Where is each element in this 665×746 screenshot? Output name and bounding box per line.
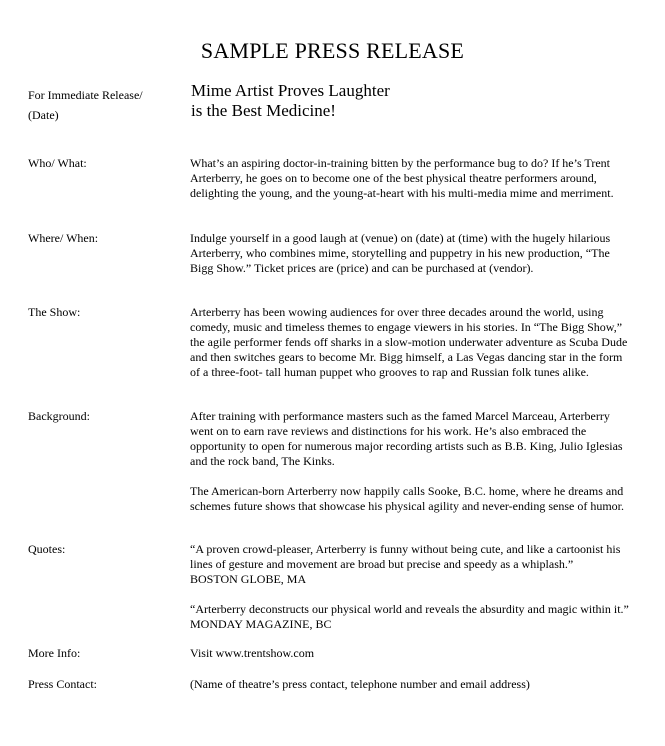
page-title: SAMPLE PRESS RELEASE: [200, 38, 465, 63]
press-contact-section: [190, 677, 635, 692]
the-show-text: Arterberry has been wowing audiences for over three decades around the world, using comedy, music and timeless themes to engage viewers in his stories. In “The Bigg Show,” the agile performer fends off sharks in a slow-motion underwater adventure as Scuba Dude and then switches gears to become Mr. Bigg himself, a Las Vegas dancing star in the form of a three-foot- tall human puppet who grooves to rap and Russian folk tunes alike.: [190, 305, 628, 379]
where-when-text: Indulge yourself in a good laugh at (venue) on (date) at (time) with the hugely hilarious Arterberry, who combines mime, storytelling and puppetry in his new production, “The Bigg Show.” Ticket prices are (price) and can be purchased at (vendor).: [190, 231, 611, 275]
headline: [191, 81, 390, 121]
who-what-label: Who/ What:: [28, 156, 87, 170]
quote-2-source: MONDAY MAGAZINE, BC: [190, 617, 332, 631]
press-contact-text: (Name of theatre’s press contact, telephone number and email address): [190, 677, 530, 691]
background-section: [190, 409, 635, 514]
where-when-label: Where/ When:: [28, 231, 99, 245]
the-show-section: [190, 305, 635, 380]
quotes-section: [190, 542, 635, 632]
headline-line1: Mime Artist Proves Laughter: [191, 81, 390, 100]
quotes-label: Quotes:: [28, 542, 66, 556]
who-what-text: What’s an aspiring doctor-in-training bitten by the performance bug to do? If he’s Trent Arterberry, he goes on to become one of the best physical theatre performers around, delighting the young, and the young-at-heart with his multi-media mime and merriment.: [190, 156, 614, 200]
who-what-section: [190, 156, 635, 201]
release-label: [28, 85, 143, 125]
press-contact-label: Press Contact:: [28, 677, 97, 691]
quote-2: [190, 602, 635, 632]
headline-line2: is the Best Medicine!: [191, 101, 336, 120]
background-label: Background:: [28, 409, 90, 423]
the-show-label: The Show:: [28, 305, 81, 319]
more-info-label: More Info:: [28, 646, 81, 660]
quote-2-text: “Arterberry deconstructs our physical world and reveals the absurdity and magic within it.”: [190, 602, 629, 616]
quote-1-text: “A proven crowd-pleaser, Arterberry is funny without being cute, and like a cartoonist his lines of gesture and movement are broad but precise and speedy as a whiplash.”: [190, 542, 621, 571]
quote-1: [190, 542, 635, 587]
quote-1-source: BOSTON GLOBE, MA: [190, 572, 307, 586]
more-info-section: [190, 646, 635, 661]
where-when-section: [190, 231, 635, 276]
release-label-line1: For Immediate Release/: [28, 88, 143, 102]
background-paragraph-1: After training with performance masters such as the famed Marcel Marceau, Arterberry went on to earn rave reviews and distinctions for his work. He’s also embraced the opportunity to open for numerous major recording artists such as B.B. King, Julio Iglesias and the rock band, The Kinks.: [190, 409, 623, 468]
background-paragraph-2: The American-born Arterberry now happily calls Sooke, B.C. home, where he dreams and schemes future shows that showcase his physical agility and never-ending sense of humor.: [190, 484, 624, 513]
release-label-line2: (Date): [28, 108, 59, 122]
more-info-text: Visit www.trentshow.com: [190, 646, 315, 660]
